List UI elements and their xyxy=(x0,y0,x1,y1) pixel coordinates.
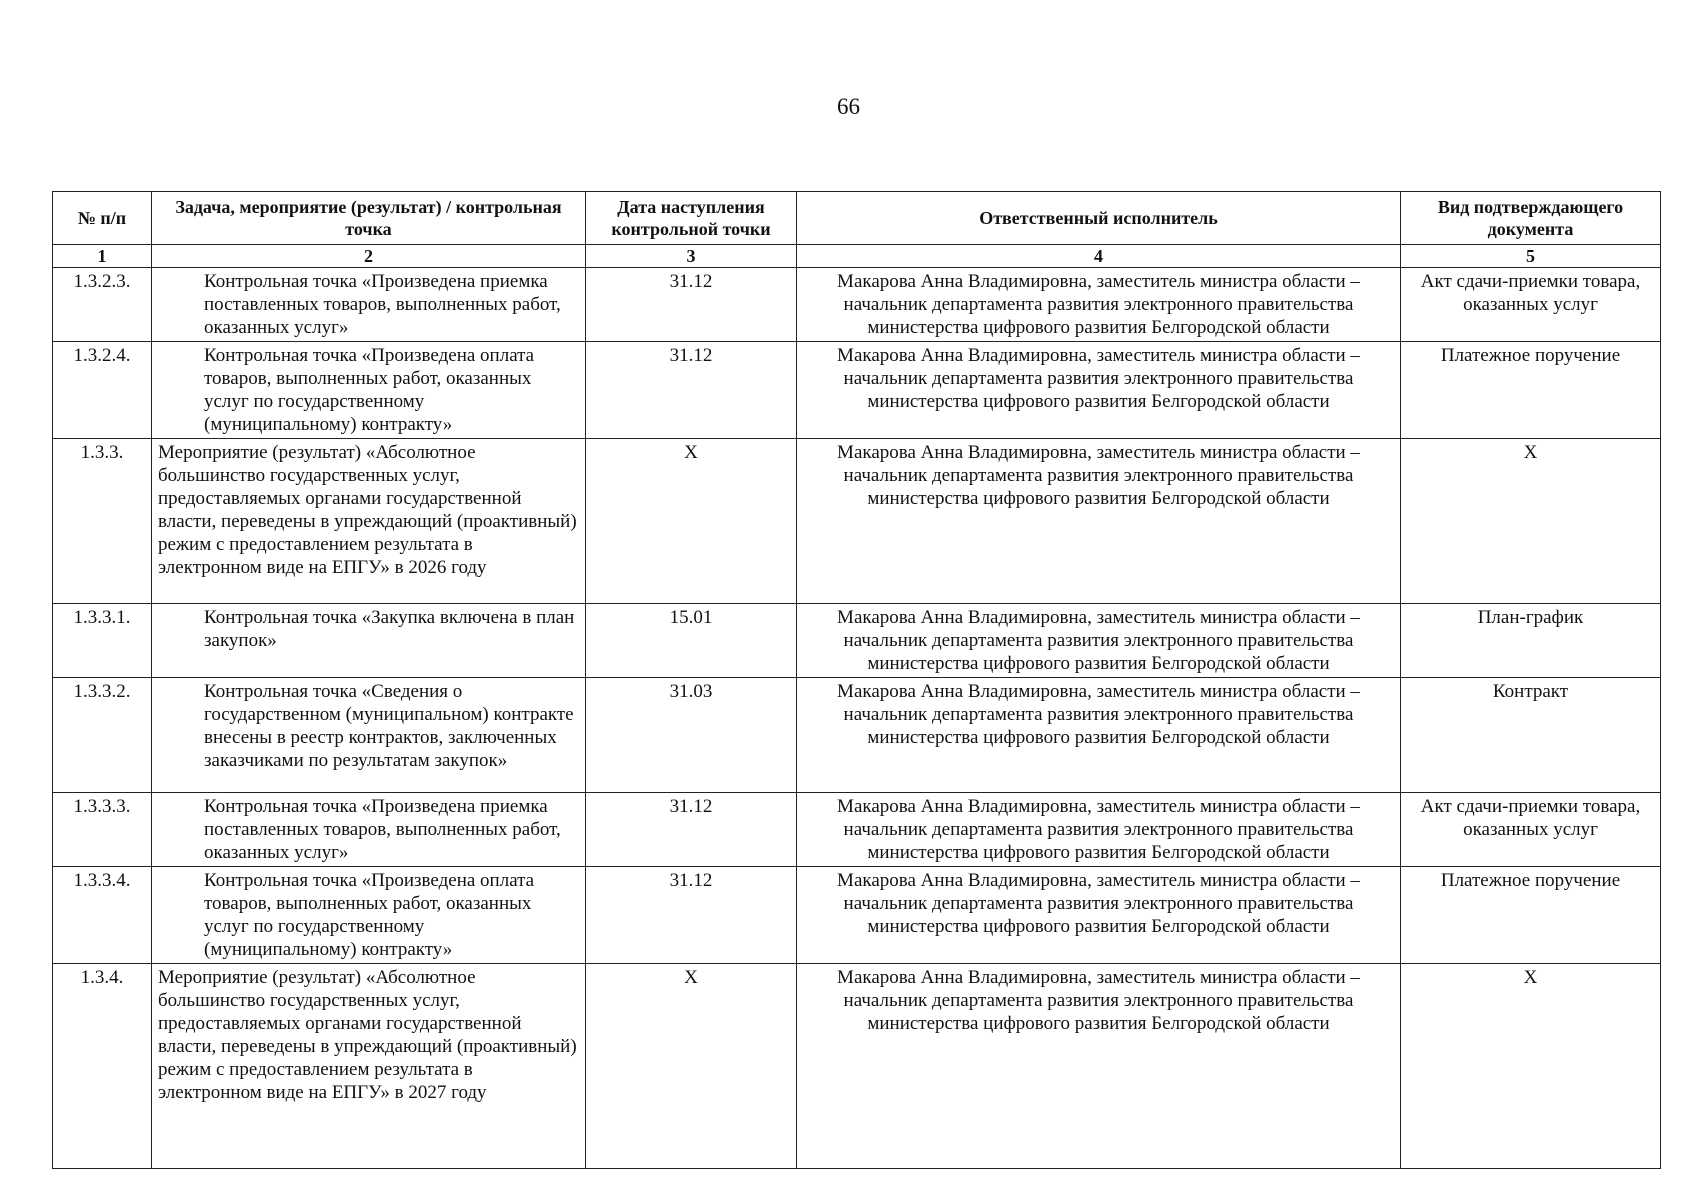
row-number: 1.3.3.4. xyxy=(53,867,152,964)
row-document: Акт сдачи-приемки товара, оказанных услуг xyxy=(1401,268,1661,342)
row-number: 1.3.4. xyxy=(53,964,152,1169)
row-task: Контрольная точка «Произведена приемка поставленных товаров, выполненных работ, оказанных услуг» xyxy=(152,268,586,342)
row-responsible: Макарова Анна Владимировна, заместитель министра области – начальник департамента развития электронного правительства министерства цифрового развития Белгородской области xyxy=(797,342,1401,439)
header-date: Дата наступления контрольной точки xyxy=(586,192,797,245)
row-number: 1.3.3. xyxy=(53,439,152,604)
row-task: Мероприятие (результат) «Абсолютное большинство государственных услуг, предоставляемых органами государственной власти, переведены в упреждающий (проактивный) режим с предоставлением результата в электронном виде на ЕПГУ» в 2027 году xyxy=(152,964,586,1169)
row-task: Контрольная точка «Закупка включена в план закупок» xyxy=(152,604,586,678)
header-number: № п/п xyxy=(53,192,152,245)
row-responsible: Макарова Анна Владимировна, заместитель министра области – начальник департамента развития электронного правительства министерства цифрового развития Белгородской области xyxy=(797,439,1401,604)
column-number: 2 xyxy=(152,245,586,268)
column-number: 1 xyxy=(53,245,152,268)
row-date: 31.12 xyxy=(586,342,797,439)
row-responsible: Макарова Анна Владимировна, заместитель министра области – начальник департамента развития электронного правительства министерства цифрового развития Белгородской области xyxy=(797,867,1401,964)
table-row xyxy=(53,867,1661,964)
table-row xyxy=(53,964,1661,1169)
row-responsible: Макарова Анна Владимировна, заместитель министра области – начальник департамента развития электронного правительства министерства цифрового развития Белгородской области xyxy=(797,268,1401,342)
row-date: 31.12 xyxy=(586,268,797,342)
row-document: План-график xyxy=(1401,604,1661,678)
row-date: 31.12 xyxy=(586,867,797,964)
row-document: Х xyxy=(1401,439,1661,604)
header-responsible: Ответственный исполнитель xyxy=(797,192,1401,245)
column-number: 3 xyxy=(586,245,797,268)
row-number: 1.3.3.3. xyxy=(53,793,152,867)
header-task: Задача, мероприятие (результат) / контрольная точка xyxy=(152,192,586,245)
row-task: Контрольная точка «Произведена оплата товаров, выполненных работ, оказанных услуг по государственному (муниципальному) контракту» xyxy=(152,867,586,964)
plan-table xyxy=(52,191,1661,1169)
row-task: Контрольная точка «Произведена приемка поставленных товаров, выполненных работ, оказанных услуг» xyxy=(152,793,586,867)
row-responsible: Макарова Анна Владимировна, заместитель министра области – начальник департамента развития электронного правительства министерства цифрового развития Белгородской области xyxy=(797,793,1401,867)
column-number: 4 xyxy=(797,245,1401,268)
row-date: Х xyxy=(586,964,797,1169)
table-row xyxy=(53,793,1661,867)
table-row xyxy=(53,604,1661,678)
table-row xyxy=(53,268,1661,342)
row-responsible: Макарова Анна Владимировна, заместитель министра области – начальник департамента развития электронного правительства министерства цифрового развития Белгородской области xyxy=(797,964,1401,1169)
table-row xyxy=(53,342,1661,439)
column-number: 5 xyxy=(1401,245,1661,268)
row-number: 1.3.2.4. xyxy=(53,342,152,439)
row-responsible: Макарова Анна Владимировна, заместитель министра области – начальник департамента развития электронного правительства министерства цифрового развития Белгородской области xyxy=(797,604,1401,678)
row-document: Платежное поручение xyxy=(1401,867,1661,964)
row-number: 1.3.2.3. xyxy=(53,268,152,342)
row-date: 31.12 xyxy=(586,793,797,867)
row-number: 1.3.3.2. xyxy=(53,678,152,793)
table-row xyxy=(53,439,1661,604)
table-header-row xyxy=(53,192,1661,245)
row-task: Контрольная точка «Сведения о государственном (муниципальном) контракте внесены в реестр контрактов, заключенных заказчиками по результатам закупок» xyxy=(152,678,586,793)
row-document: Контракт xyxy=(1401,678,1661,793)
row-task: Контрольная точка «Произведена оплата товаров, выполненных работ, оказанных услуг по государственному (муниципальному) контракту» xyxy=(152,342,586,439)
row-date: Х xyxy=(586,439,797,604)
row-document: Платежное поручение xyxy=(1401,342,1661,439)
row-task: Мероприятие (результат) «Абсолютное большинство государственных услуг, предоставляемых органами государственной власти, переведены в упреждающий (проактивный) режим с предоставлением результата в электронном виде на ЕПГУ» в 2026 году xyxy=(152,439,586,604)
row-document: Акт сдачи-приемки товара, оказанных услуг xyxy=(1401,793,1661,867)
row-number: 1.3.3.1. xyxy=(53,604,152,678)
row-document: Х xyxy=(1401,964,1661,1169)
row-responsible: Макарова Анна Владимировна, заместитель министра области – начальник департамента развития электронного правительства министерства цифрового развития Белгородской области xyxy=(797,678,1401,793)
header-document: Вид подтверждающего документа xyxy=(1401,192,1661,245)
table-row xyxy=(53,678,1661,793)
page-number: 66 xyxy=(837,94,860,119)
column-numbers-row xyxy=(53,245,1661,268)
row-date: 15.01 xyxy=(586,604,797,678)
row-date: 31.03 xyxy=(586,678,797,793)
